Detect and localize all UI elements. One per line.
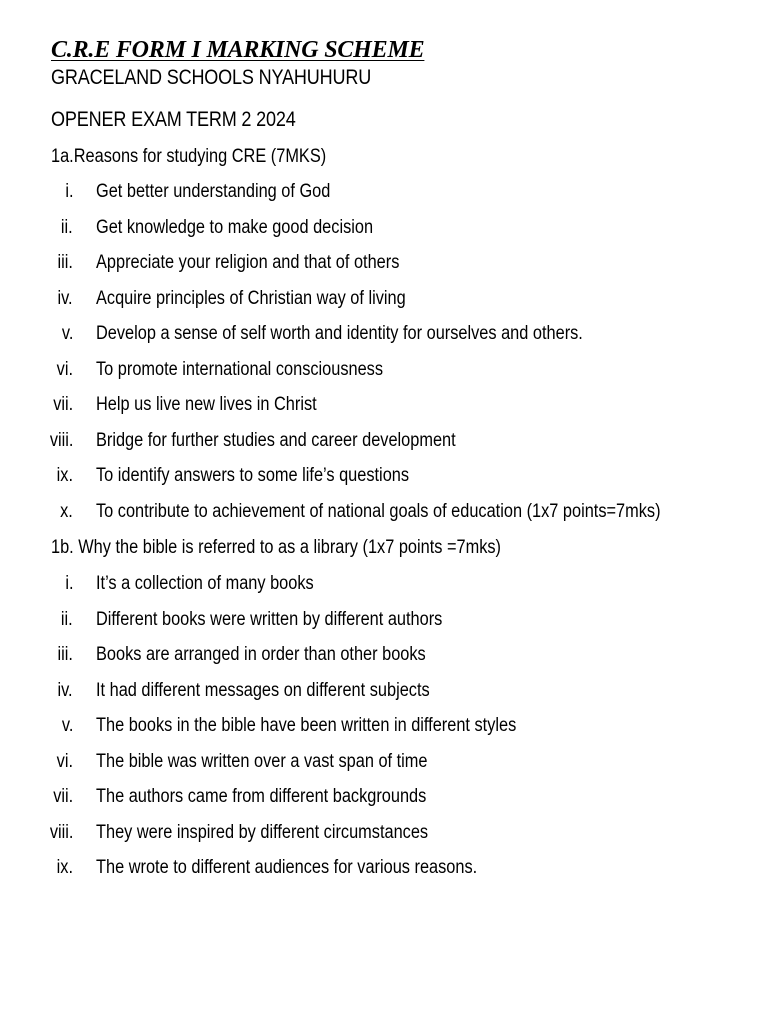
answer-item [0, 714, 768, 750]
answer-item [0, 785, 768, 821]
answer-text: Different books were written by different authors [96, 608, 443, 630]
item-numeral: iii. [57, 644, 73, 665]
answer-item [0, 322, 768, 358]
item-numeral: vii. [53, 786, 73, 807]
school-name: GRACELAND SCHOOLS NYAHUHURU [51, 66, 372, 89]
answer-text: To promote international consciousness [96, 358, 384, 380]
item-numeral: ix. [56, 857, 73, 878]
question-1a-heading: 1a.Reasons for studying CRE (7MKS) [51, 146, 327, 167]
answer-text: The authors came from different backgrounds [96, 786, 427, 807]
item-numeral: ii. [61, 608, 73, 630]
answer-text: Help us live new lives in Christ [96, 394, 317, 415]
item-numeral: vi. [56, 358, 73, 380]
answer-text: They were inspired by different circumstances [96, 821, 429, 843]
answer-item [0, 358, 768, 394]
item-numeral: iv. [57, 287, 73, 309]
answer-item [0, 287, 768, 323]
item-numeral: vii. [53, 394, 73, 415]
answer-list-1a [0, 180, 768, 535]
answer-item [0, 500, 768, 536]
answer-item [0, 679, 768, 715]
answer-item [0, 643, 768, 679]
answer-item [0, 572, 768, 608]
item-numeral: i. [64, 181, 73, 202]
item-numeral: viii. [49, 821, 73, 843]
answer-text: It had different messages on different subjects [96, 679, 430, 701]
answer-item [0, 750, 768, 786]
item-numeral: ii. [61, 216, 73, 238]
item-numeral: iii. [57, 252, 73, 273]
answer-item [0, 216, 768, 252]
answer-item [0, 393, 768, 429]
answer-text: To contribute to achievement of national goals of education (1x7 points=7mks) [96, 500, 661, 522]
item-numeral: iv. [57, 679, 73, 701]
answer-item [0, 856, 768, 892]
answer-text: To identify answers to some life’s questions [96, 465, 410, 486]
item-numeral: vi. [56, 750, 73, 772]
answer-item [0, 251, 768, 287]
answer-text: Appreciate your religion and that of others [96, 252, 400, 273]
item-numeral: v. [61, 323, 73, 344]
answer-list-1b [0, 572, 768, 892]
answer-text: Develop a sense of self worth and identity for ourselves and others. [96, 323, 583, 344]
question-1b-heading: 1b. Why the bible is referred to as a library (1x7 points =7mks) [51, 537, 502, 558]
exam-title: OPENER EXAM TERM 2 2024 [51, 108, 296, 131]
answer-item [0, 180, 768, 216]
answer-text: Get better understanding of God [96, 181, 331, 202]
answer-item [0, 464, 768, 500]
answer-text: Books are arranged in order than other books [96, 644, 426, 665]
answer-item [0, 821, 768, 857]
answer-text: The books in the bible have been written in different styles [96, 715, 517, 736]
answer-text: Get knowledge to make good decision [96, 216, 374, 238]
item-numeral: v. [61, 715, 73, 736]
document-title: C.R.E FORM I MARKING SCHEME [51, 37, 425, 63]
item-numeral: ix. [56, 465, 73, 486]
answer-text: It’s a collection of many books [96, 573, 314, 594]
item-numeral: viii. [49, 429, 73, 451]
answer-text: The wrote to different audiences for various reasons. [96, 857, 478, 878]
item-numeral: x. [60, 500, 73, 522]
answer-item [0, 608, 768, 644]
answer-text: Bridge for further studies and career development [96, 429, 456, 451]
answer-text: The bible was written over a vast span of time [96, 750, 428, 772]
answer-item [0, 429, 768, 465]
item-numeral: i. [64, 573, 73, 594]
answer-text: Acquire principles of Christian way of living [96, 287, 406, 309]
